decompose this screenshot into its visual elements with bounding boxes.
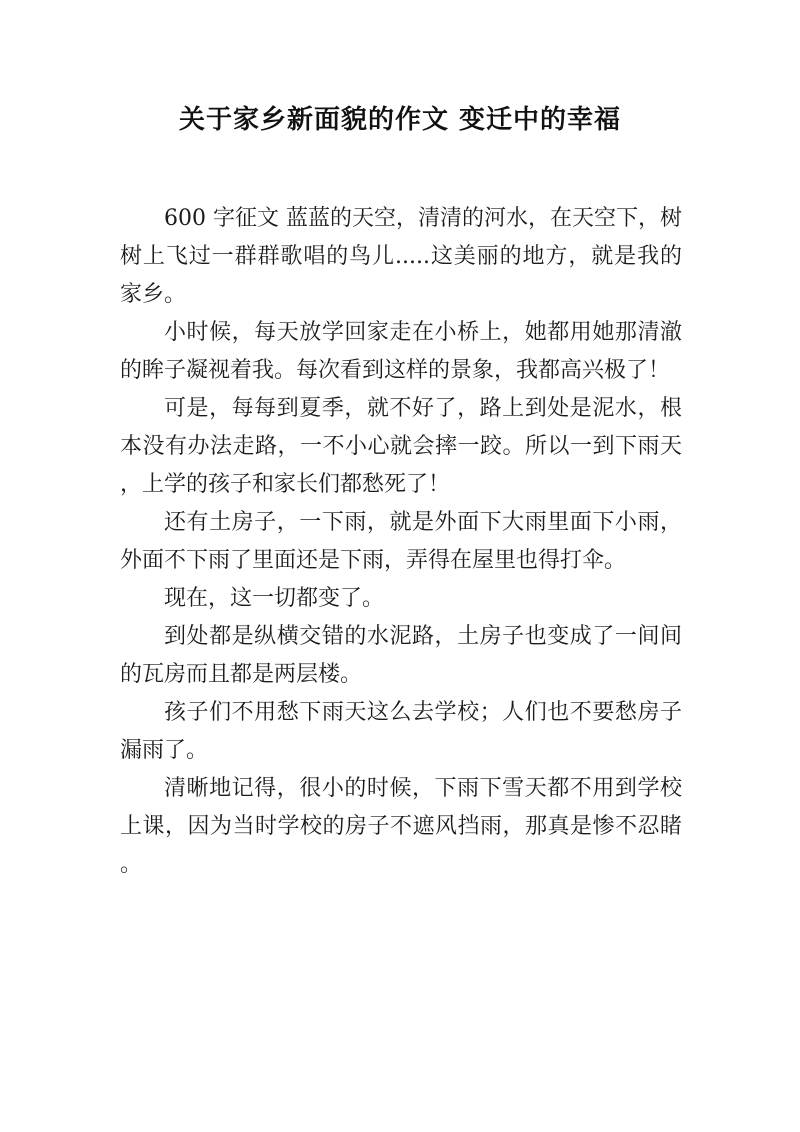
paragraph: 600 字征文 蓝蓝的天空，清清的河水，在天空下，树树上飞过一群群歌唱的鸟儿.....这美丽的地方，就是我的家乡。 (120, 206, 682, 307)
document-title: 关于家乡新面貌的作文 变迁中的幸福 (178, 105, 622, 135)
paragraph: 孩子们不用愁下雨天这么去学校；人们也不要愁房子漏雨了。 (120, 700, 682, 763)
paragraph: 现在，这一切都变了。 (164, 586, 385, 611)
paragraph: 到处都是纵横交错的水泥路，土房子也变成了一间间的瓦房而且都是两层楼。 (120, 624, 682, 687)
paragraph: 清晰地记得，很小的时候，下雨下雪天都不用到学校上课，因为当时学校的房子不遮风挡雨，那真是惨不忍睹。 (120, 776, 682, 877)
paragraph: 可是，每每到夏季，就不好了，路上到处是泥水，根本没有办法走路，一不小心就会摔一跤。所以一到下雨天，上学的孩子和家长们都愁死了！ (120, 396, 682, 497)
paragraph: 还有土房子，一下雨，就是外面下大雨里面下小雨，外面不下雨了里面还是下雨，弄得在屋里也得打伞。 (120, 510, 682, 573)
document-body (120, 200, 682, 884)
paragraph: 小时候，每天放学回家走在小桥上，她都用她那清澈的眸子凝视着我。每次看到这样的景象，我都高兴极了！ (120, 320, 682, 383)
